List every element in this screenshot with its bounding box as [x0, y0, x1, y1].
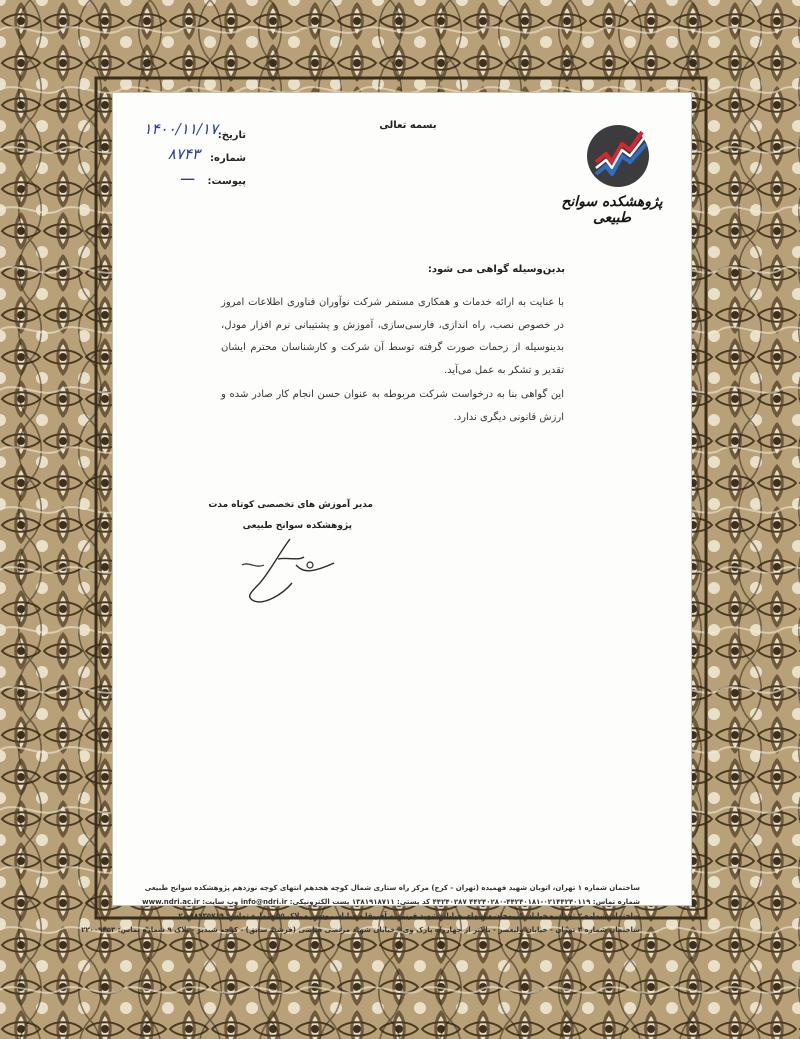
attachment-label: پیوست: [207, 176, 246, 187]
institute-logo-icon [582, 118, 654, 188]
date-value: ۱۴۰۰/۱۱/۱۷ [143, 120, 218, 138]
signatory-organization: پژوهشکده سوانح طبیعی [242, 521, 352, 531]
number-value: ۸۷۴۳ [167, 145, 200, 163]
certification-paragraph: با عنایت به ارائه خدمات و همکاری مستمر شرکت نوآوران فناوری اطلاعات امروز در خصوص نصب، راه اندازی، فارسی‌سازی، آموزش و پشتیبانی نرم افزار مودل، بدینوسیله از زحمات صورت گرفته توسط آن شرکت و کارشناسان محترم ایشان تقدیر و تشکر به عمل می‌آید. [221, 297, 564, 376]
signatory-title: مدیر آموزش های تخصصی کوتاه مدت [208, 500, 373, 510]
footer-address-2: ساختمان شماره ۲ تهران - خیابان کریمخان - انتهای خیابان شهید قرنی به آفریقا - خیابان رودسر - پلاک ۵۵ شماره تماس: ۸۸۹۳۵۷۱۹-۲۰ [178, 912, 640, 920]
handwritten-signature [238, 535, 340, 605]
institute-logo-name: پژوهشکده سوانح طبیعی [561, 194, 663, 226]
footer-address-1: ساختمان شماره ۱ تهران، اتوبان شهید فهمیده (تهران - کرج) مرکز راه ستاری شمال کوچه هجدهم انتهای کوچه نوزدهم پژوهشکده سوانح طبیعی [144, 884, 640, 892]
attachment-value: ـــ [180, 166, 194, 184]
footer-contact: شماره تماس: ۰۲۱۴۴۲۴۰۱۱۹-۴۴۲۴۰۱۸۱-۴۴۲۴۰۲۸۰ ۴۴۲۴۰۲۸۷ کد پستی: ۱۳۸۱۹۱۸۷۱۱ پست الکترونیکی: info@ndri.ir وب سایت: www.ndri.ac.ir [142, 898, 640, 906]
footer-address-3: ساختمان شماره ۳ تهران - خیابان ولیعصر - بالاتر از چهارراه پارک وی - خیابان شهید مرتضی فیاضی (فرشته سابق) - کوچه شبدیز - پلاک ۹ شماره تماس: ۲۲۰۰۹۴۵۳ [81, 926, 640, 934]
disclaimer-paragraph: این گواهی بنا به درخواست شرکت مربوطه به عنوان حسن انجام کار صادر شده و ارزش قانونی دیگری ندارد. [221, 389, 564, 423]
bismillah-heading: بسمه تعالی [379, 120, 437, 131]
number-label: شماره: [210, 153, 246, 164]
certification-intro: بدین‌وسیله گواهی می شود: [427, 264, 565, 275]
date-label: تاریخ: [217, 130, 246, 141]
